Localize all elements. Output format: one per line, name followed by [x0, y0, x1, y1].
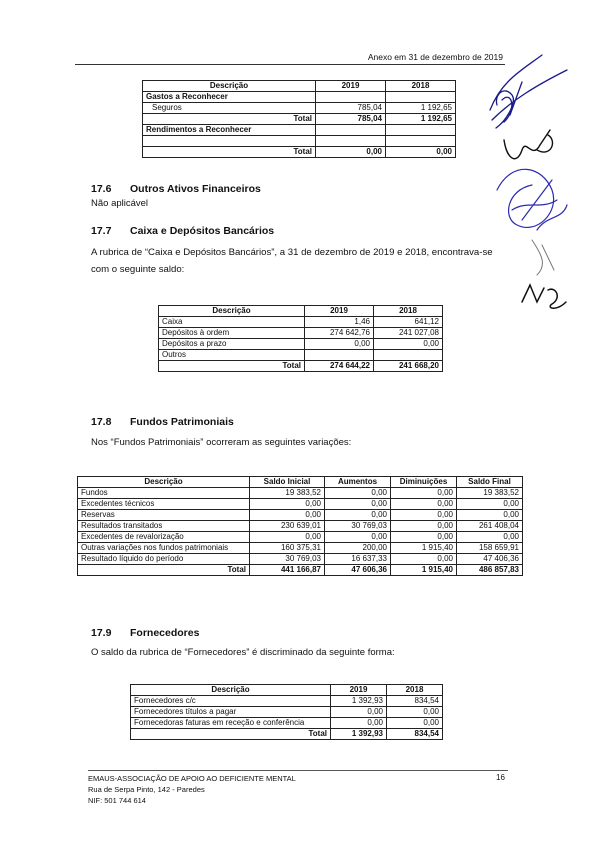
page-number: 16	[496, 773, 505, 782]
value-2018: 0,00	[387, 718, 443, 729]
total-2018: 0,00	[386, 147, 456, 158]
group-label: Rendimentos a Reconhecer	[143, 125, 316, 136]
handwritten-signatures	[482, 40, 592, 320]
value-2019: 1,46	[305, 317, 374, 328]
total-2019: 1 392,93	[331, 729, 387, 740]
section-title: Outros Ativos Financeiros	[130, 183, 261, 195]
footer-address: Rua de Serpa Pinto, 142 - Paredes	[88, 785, 205, 794]
row-label: Fundos	[78, 488, 250, 499]
col-header: Diminuições	[391, 477, 457, 488]
col-header: Saldo Inicial	[250, 477, 325, 488]
header-rule	[75, 64, 505, 65]
section-number: 17.6	[91, 183, 112, 195]
diminuicoes: 0,00	[391, 554, 457, 565]
total-saldo-final: 486 857,83	[457, 565, 523, 576]
total-label: Total	[143, 114, 316, 125]
value-2018: 834,54	[387, 696, 443, 707]
row-label: Excedentes de revalorização	[78, 532, 250, 543]
total-label: Total	[159, 361, 305, 372]
aumentos: 0,00	[325, 510, 391, 521]
row-label: Outros	[159, 350, 305, 361]
deferrals-table	[142, 80, 456, 158]
value-2019: 1 392,93	[331, 696, 387, 707]
row-label: Excedentes técnicos	[78, 499, 250, 510]
saldo-final: 19 383,52	[457, 488, 523, 499]
value-2018: 0,00	[374, 339, 443, 350]
footer-org: EMAUS-ASSOCIAÇÃO DE APOIO AO DEFICIENTE MENTAL	[88, 774, 296, 783]
total-label: Total	[78, 565, 250, 576]
cash-table	[158, 305, 443, 372]
col-header: Descrição	[159, 306, 305, 317]
diminuicoes: 0,00	[391, 521, 457, 532]
saldo-final: 0,00	[457, 499, 523, 510]
section-text: Nos “Fundos Patrimoniais” ocorreram as seguintes variações:	[91, 437, 352, 448]
section-heading	[91, 183, 261, 195]
value-2019: 0,00	[305, 339, 374, 350]
col-header: 2018	[386, 81, 456, 92]
value-2019: 785,04	[316, 103, 386, 114]
aumentos: 0,00	[325, 488, 391, 499]
row-label: Fornecedoras faturas em receção e conferência	[131, 718, 331, 729]
total-2019: 274 644,22	[305, 361, 374, 372]
section-number: 17.8	[91, 416, 112, 428]
row-label: Reservas	[78, 510, 250, 521]
value-2018: 0,00	[387, 707, 443, 718]
diminuicoes: 0,00	[391, 488, 457, 499]
saldo-final: 0,00	[457, 510, 523, 521]
section-title: Caixa e Depósitos Bancários	[130, 225, 275, 237]
saldo-final: 47 406,36	[457, 554, 523, 565]
row-label: Fornecedores c/c	[131, 696, 331, 707]
col-header: Saldo Final	[457, 477, 523, 488]
col-header: Descrição	[131, 685, 331, 696]
saldo-inicial: 30 769,03	[250, 554, 325, 565]
value-2018	[374, 350, 443, 361]
section-text: O saldo da rubrica de “Fornecedores” é discriminado da seguinte forma:	[91, 647, 395, 658]
diminuicoes: 1 915,40	[391, 543, 457, 554]
col-header: 2018	[387, 685, 443, 696]
diminuicoes: 0,00	[391, 510, 457, 521]
section-text: Não aplicável	[91, 198, 149, 209]
col-header: 2018	[374, 306, 443, 317]
row-label: Caixa	[159, 317, 305, 328]
section-text: A rubrica de “Caixa e Depósitos Bancários”, a 31 de dezembro de 2019 e 2018, encontrava-se com o seguinte saldo:	[91, 247, 493, 275]
aumentos: 0,00	[325, 532, 391, 543]
section-heading	[91, 416, 234, 428]
col-header: 2019	[331, 685, 387, 696]
row-label: Resultados transitados	[78, 521, 250, 532]
section-title: Fornecedores	[130, 627, 200, 639]
value-2018: 1 192,65	[386, 103, 456, 114]
saldo-inicial: 160 375,31	[250, 543, 325, 554]
total-2018: 834,54	[387, 729, 443, 740]
aumentos: 30 769,03	[325, 521, 391, 532]
col-header: 2019	[316, 81, 386, 92]
saldo-inicial: 230 639,01	[250, 521, 325, 532]
saldo-final: 261 408,04	[457, 521, 523, 532]
suppliers-table	[130, 684, 443, 740]
value-2019	[305, 350, 374, 361]
total-2019: 785,04	[316, 114, 386, 125]
equity-table	[77, 476, 523, 576]
row-label: Seguros	[143, 103, 316, 114]
col-header: Descrição	[143, 81, 316, 92]
footer-rule	[88, 770, 508, 771]
section-number: 17.7	[91, 225, 112, 237]
saldo-inicial: 19 383,52	[250, 488, 325, 499]
aumentos: 200,00	[325, 543, 391, 554]
row-label: Resultado líquido do período	[78, 554, 250, 565]
total-saldo-inicial: 441 166,87	[250, 565, 325, 576]
saldo-inicial: 0,00	[250, 499, 325, 510]
row-label: Depósitos a prazo	[159, 339, 305, 350]
section-heading	[91, 627, 199, 639]
saldo-inicial: 0,00	[250, 510, 325, 521]
value-2019: 274 642,76	[305, 328, 374, 339]
diminuicoes: 0,00	[391, 499, 457, 510]
value-2019: 0,00	[331, 718, 387, 729]
total-diminuicoes: 1 915,40	[391, 565, 457, 576]
footer	[88, 773, 296, 806]
total-label: Total	[131, 729, 331, 740]
saldo-inicial: 0,00	[250, 532, 325, 543]
diminuicoes: 0,00	[391, 532, 457, 543]
row-label: Outras variações nos fundos patrimoniais	[78, 543, 250, 554]
row-label: Fornecedores títulos a pagar	[131, 707, 331, 718]
section-title: Fundos Patrimoniais	[130, 416, 234, 428]
aumentos: 16 637,33	[325, 554, 391, 565]
value-2019: 0,00	[331, 707, 387, 718]
aumentos: 0,00	[325, 499, 391, 510]
total-label: Total	[143, 147, 316, 158]
row-label: Depósitos à ordem	[159, 328, 305, 339]
col-header: Aumentos	[325, 477, 391, 488]
page-header: Anexo em 31 de dezembro de 2019	[367, 52, 503, 62]
total-aumentos: 47 606,36	[325, 565, 391, 576]
col-header: Descrição	[78, 477, 250, 488]
total-2018: 1 192,65	[386, 114, 456, 125]
group-label: Gastos a Reconhecer	[143, 92, 316, 103]
section-heading	[91, 225, 274, 237]
col-header: 2019	[305, 306, 374, 317]
section-number: 17.9	[91, 627, 112, 639]
total-2019: 0,00	[316, 147, 386, 158]
saldo-final: 0,00	[457, 532, 523, 543]
footer-nif: NIF: 501 744 614	[88, 796, 146, 805]
value-2018: 641,12	[374, 317, 443, 328]
total-2018: 241 668,20	[374, 361, 443, 372]
value-2018: 241 027,08	[374, 328, 443, 339]
saldo-final: 158 659,91	[457, 543, 523, 554]
